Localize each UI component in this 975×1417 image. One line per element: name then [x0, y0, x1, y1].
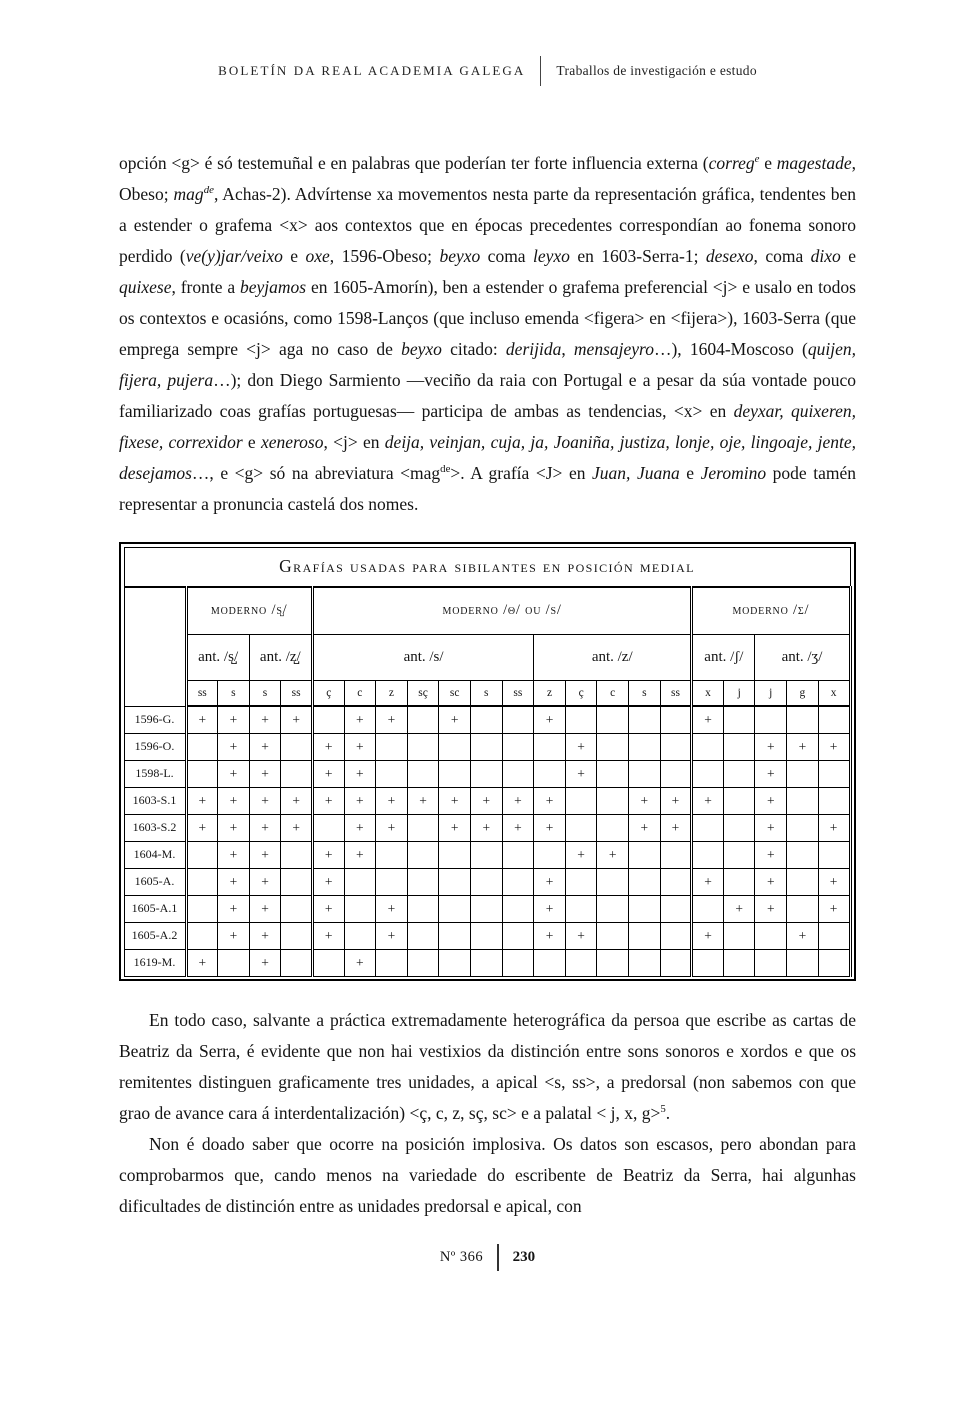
col-letter: ss — [186, 680, 218, 706]
col-letter: g — [787, 680, 819, 706]
header-divider — [540, 56, 541, 86]
plus-cell: + — [534, 787, 566, 814]
plus-cell — [281, 841, 313, 868]
plus-cell — [597, 787, 629, 814]
plus-cell — [692, 949, 724, 976]
row-label: 1605-A. — [124, 868, 186, 895]
plus-cell — [660, 895, 692, 922]
row-label: 1604-M. — [124, 841, 186, 868]
col-letter: sç — [407, 680, 439, 706]
plus-cell: + — [281, 814, 313, 841]
plus-cell — [787, 949, 819, 976]
plus-cell — [439, 922, 471, 949]
plus-cell: + — [376, 922, 408, 949]
col-letter: c — [597, 680, 629, 706]
table-row — [124, 787, 850, 814]
plus-cell — [660, 868, 692, 895]
plus-cell — [660, 733, 692, 760]
col-letter: ss — [660, 680, 692, 706]
plus-cell — [376, 949, 408, 976]
plus-cell — [692, 841, 724, 868]
plus-cell — [470, 895, 502, 922]
col-group-label: moderno /s̺/ — [186, 587, 312, 634]
plus-cell: + — [249, 733, 281, 760]
table-title-row — [124, 547, 850, 587]
plus-cell — [502, 922, 534, 949]
plus-cell: + — [755, 868, 787, 895]
col-letter: ç — [312, 680, 344, 706]
row-label: 1596-G. — [124, 706, 186, 733]
table-row — [124, 949, 850, 976]
plus-cell — [281, 922, 313, 949]
paragraph-2: En todo caso, salvante a práctica extremadamente heterográfica da persoa que escribe as cartas de Beatriz da Serra, é evidente que non hai vestixios da distinción entre sons sonoros e xordos e que os remitentes distinguen graficamente tres unidades, a apical <s, ss>, a predorsal (non sabemos con que grao de avance cara á interdentalización) <ç, c, z, sç, sc> e a palatal < j, x, g>$^5$. — [119, 1010, 856, 1123]
plus-cell: + — [439, 787, 471, 814]
row-label: 1598-L. — [124, 760, 186, 787]
plus-cell: + — [660, 814, 692, 841]
plus-cell — [787, 895, 819, 922]
plus-cell — [692, 895, 724, 922]
col-letter: sc — [439, 680, 471, 706]
col-letter: x — [692, 680, 724, 706]
plus-cell — [439, 949, 471, 976]
plus-cell: + — [344, 949, 376, 976]
plus-cell — [470, 922, 502, 949]
plus-cell: + — [376, 787, 408, 814]
plus-cell — [755, 949, 787, 976]
plus-cell: + — [502, 787, 534, 814]
table-subgroup-row — [124, 634, 850, 680]
plus-cell — [723, 868, 755, 895]
plus-cell: + — [407, 787, 439, 814]
plus-cell — [407, 841, 439, 868]
plus-cell — [186, 895, 218, 922]
plus-cell — [218, 949, 250, 976]
plus-cell: + — [723, 895, 755, 922]
plus-cell: + — [439, 706, 471, 733]
plus-cell — [787, 760, 819, 787]
plus-cell: + — [344, 841, 376, 868]
plus-cell — [376, 841, 408, 868]
section-title: Traballos de investigación e estudo — [556, 63, 757, 78]
plus-cell — [312, 949, 344, 976]
row-label: 1605-A.2 — [124, 922, 186, 949]
plus-cell: + — [470, 814, 502, 841]
plus-cell: + — [692, 922, 724, 949]
plus-cell: + — [344, 706, 376, 733]
plus-cell: + — [818, 868, 850, 895]
plus-cell — [723, 706, 755, 733]
plus-cell: + — [344, 787, 376, 814]
journal-title: BOLETÍN DA REAL ACADEMIA GALEGA — [218, 63, 526, 78]
plus-cell: + — [218, 733, 250, 760]
plus-cell — [660, 922, 692, 949]
plus-cell — [597, 868, 629, 895]
plus-cell: + — [629, 787, 661, 814]
plus-cell: + — [534, 706, 566, 733]
plus-cell — [787, 841, 819, 868]
plus-cell: + — [249, 895, 281, 922]
plus-cell: + — [534, 814, 566, 841]
plus-cell: + — [218, 814, 250, 841]
plus-cell: + — [218, 922, 250, 949]
row-label: 1603-S.2 — [124, 814, 186, 841]
plus-cell — [597, 733, 629, 760]
table-row — [124, 841, 850, 868]
plus-cell — [186, 922, 218, 949]
plus-cell — [597, 706, 629, 733]
plus-cell — [534, 949, 566, 976]
table-row — [124, 868, 850, 895]
plus-cell — [186, 733, 218, 760]
plus-cell — [597, 949, 629, 976]
col-subgroup-label: ant. /ʃ/ — [692, 634, 755, 680]
plus-cell — [565, 706, 597, 733]
plus-cell — [502, 733, 534, 760]
col-subgroup-label: ant. /s̺/ — [186, 634, 249, 680]
plus-cell — [502, 895, 534, 922]
plus-cell: + — [249, 760, 281, 787]
plus-cell: + — [249, 706, 281, 733]
plus-cell — [376, 733, 408, 760]
plus-cell — [787, 706, 819, 733]
plus-cell — [818, 949, 850, 976]
sibilants-table-wrap — [119, 542, 856, 981]
plus-cell: + — [281, 787, 313, 814]
plus-cell: + — [755, 733, 787, 760]
plus-cell — [439, 868, 471, 895]
plus-cell: + — [376, 814, 408, 841]
plus-cell — [534, 841, 566, 868]
plus-cell: + — [249, 868, 281, 895]
plus-cell: + — [312, 868, 344, 895]
plus-cell — [723, 787, 755, 814]
plus-cell: + — [249, 787, 281, 814]
table-letters-row — [124, 680, 850, 706]
page-number: 230 — [512, 1249, 536, 1265]
plus-cell — [597, 895, 629, 922]
plus-cell — [787, 787, 819, 814]
plus-cell — [186, 868, 218, 895]
plus-cell — [281, 949, 313, 976]
plus-cell — [502, 868, 534, 895]
plus-cell — [534, 733, 566, 760]
plus-cell: + — [692, 868, 724, 895]
plus-cell — [723, 841, 755, 868]
plus-cell: + — [502, 814, 534, 841]
plus-cell — [629, 841, 661, 868]
plus-cell — [407, 868, 439, 895]
page-footer — [0, 1244, 975, 1271]
plus-cell: + — [344, 814, 376, 841]
plus-cell — [723, 922, 755, 949]
plus-cell: + — [376, 706, 408, 733]
plus-cell — [344, 922, 376, 949]
plus-cell: + — [186, 706, 218, 733]
col-letter: z — [534, 680, 566, 706]
plus-cell: + — [439, 814, 471, 841]
table-row — [124, 706, 850, 733]
plus-cell — [407, 706, 439, 733]
footer-divider — [497, 1244, 499, 1271]
plus-cell — [470, 949, 502, 976]
row-label: 1596-O. — [124, 733, 186, 760]
table-row — [124, 814, 850, 841]
plus-cell — [723, 760, 755, 787]
plus-cell — [629, 868, 661, 895]
plus-cell — [407, 949, 439, 976]
plus-cell: + — [249, 922, 281, 949]
issue-number: Nº 366 — [439, 1249, 484, 1265]
plus-cell: + — [218, 895, 250, 922]
plus-cell: + — [186, 949, 218, 976]
plus-cell — [660, 949, 692, 976]
plus-cell: + — [312, 733, 344, 760]
plus-cell: + — [218, 706, 250, 733]
plus-cell: + — [629, 814, 661, 841]
plus-cell — [565, 895, 597, 922]
plus-cell — [787, 868, 819, 895]
col-letter: j — [755, 680, 787, 706]
col-letter: z — [376, 680, 408, 706]
row-label: 1605-A.1 — [124, 895, 186, 922]
plus-cell — [629, 949, 661, 976]
table-row — [124, 733, 850, 760]
plus-cell: + — [534, 922, 566, 949]
plus-cell: + — [787, 922, 819, 949]
plus-cell: + — [534, 868, 566, 895]
plus-cell — [755, 706, 787, 733]
plus-cell — [502, 949, 534, 976]
plus-cell — [723, 814, 755, 841]
plus-cell — [407, 922, 439, 949]
plus-cell — [692, 814, 724, 841]
plus-cell — [502, 760, 534, 787]
col-subgroup-label: ant. /z/ — [534, 634, 692, 680]
row-label: 1619-M. — [124, 949, 186, 976]
plus-cell: + — [344, 733, 376, 760]
col-letter: s — [629, 680, 661, 706]
plus-cell: + — [818, 814, 850, 841]
plus-cell: + — [470, 787, 502, 814]
plus-cell: + — [218, 760, 250, 787]
plus-cell — [502, 706, 534, 733]
plus-cell: + — [565, 760, 597, 787]
plus-cell — [439, 895, 471, 922]
plus-cell: + — [565, 841, 597, 868]
col-letter: ss — [502, 680, 534, 706]
plus-cell — [312, 814, 344, 841]
plus-cell — [344, 868, 376, 895]
col-letter: c — [344, 680, 376, 706]
plus-cell — [186, 841, 218, 868]
plus-cell — [281, 868, 313, 895]
plus-cell — [502, 841, 534, 868]
plus-cell: + — [597, 841, 629, 868]
plus-cell: + — [755, 841, 787, 868]
plus-cell: + — [249, 841, 281, 868]
plus-cell — [312, 706, 344, 733]
plus-cell — [376, 760, 408, 787]
plus-cell — [470, 868, 502, 895]
plus-cell — [629, 895, 661, 922]
plus-cell: + — [249, 814, 281, 841]
plus-cell: + — [344, 760, 376, 787]
table-group-row — [124, 587, 850, 634]
plus-cell — [407, 733, 439, 760]
paragraph-3: Non é doado saber que ocorre na posición implosiva. Os datos son escasos, pero abondan para comprobarmos que, cando menos na variedade do escribente de Beatriz da Serra, hai algunhas dificultades de distinción entre as unidades predorsal e apical, con — [119, 1134, 856, 1216]
table-corner-cell — [124, 587, 186, 706]
plus-cell — [597, 922, 629, 949]
plus-cell — [565, 814, 597, 841]
plus-cell: + — [312, 760, 344, 787]
plus-cell: + — [755, 787, 787, 814]
plus-cell: + — [565, 733, 597, 760]
plus-cell — [723, 733, 755, 760]
plus-cell — [692, 733, 724, 760]
plus-cell: + — [755, 895, 787, 922]
col-subgroup-label: ant. /z̺/ — [249, 634, 312, 680]
plus-cell — [597, 760, 629, 787]
plus-cell — [186, 760, 218, 787]
plus-cell: + — [281, 706, 313, 733]
plus-cell — [565, 949, 597, 976]
page-header — [0, 0, 975, 86]
plus-cell: + — [755, 760, 787, 787]
plus-cell — [439, 841, 471, 868]
plus-cell — [439, 733, 471, 760]
plus-cell: + — [218, 787, 250, 814]
plus-cell — [439, 760, 471, 787]
plus-cell — [660, 706, 692, 733]
plus-cell — [818, 787, 850, 814]
plus-cell — [281, 733, 313, 760]
plus-cell — [281, 760, 313, 787]
plus-cell — [629, 733, 661, 760]
plus-cell: + — [565, 922, 597, 949]
plus-cell — [407, 814, 439, 841]
plus-cell — [692, 760, 724, 787]
plus-cell: + — [249, 949, 281, 976]
table-title: Grafías usadas para sibilantes en posición medial — [124, 547, 850, 587]
plus-cell: + — [692, 706, 724, 733]
col-letter: s — [218, 680, 250, 706]
plus-cell — [376, 868, 408, 895]
plus-cell: + — [818, 895, 850, 922]
plus-cell — [470, 760, 502, 787]
plus-cell: + — [787, 733, 819, 760]
col-letter: s — [470, 680, 502, 706]
plus-cell: + — [312, 787, 344, 814]
plus-cell — [660, 841, 692, 868]
plus-cell — [629, 760, 661, 787]
plus-cell — [534, 760, 566, 787]
plus-cell — [629, 706, 661, 733]
plus-cell: + — [692, 787, 724, 814]
plus-cell — [470, 733, 502, 760]
plus-cell: + — [312, 895, 344, 922]
plus-cell — [597, 814, 629, 841]
plus-cell — [407, 895, 439, 922]
col-subgroup-label: ant. /ʒ/ — [755, 634, 850, 680]
col-letter: ss — [281, 680, 313, 706]
col-letter: s — [249, 680, 281, 706]
plus-cell: + — [186, 814, 218, 841]
plus-cell: + — [312, 841, 344, 868]
plus-cell — [470, 706, 502, 733]
col-letter: j — [723, 680, 755, 706]
plus-cell: + — [534, 895, 566, 922]
plus-cell: + — [218, 868, 250, 895]
paragraph-1: opción <g> é só testemuñal e en palabras que poderían ter forte influencia externa (correg$^e$ e magestade, Obeso; mag$^{de}$, Achas-2). Advírtense xa movementos nesta parte da representación gráfica, tendentes ben a estender o grafema <x> aos contextos que en épocas precedentes correspondían ao fonema sonoro perdido (ve(y)jar/veixo e oxe, 1596-Obeso; beyxo coma leyxo en 1603-Serra-1; desexo, coma dixo e quixese, fronte a beyjamos en 1605-Amorín), ben a estender o grafema preferencial <j> e usalo en todos os contextos e ocasións, como 1598-Lanços (que incluso emenda <figera> en <fijera>), 1603-Serra (que emprega sempre <j> aga no caso de beyxo citado: derijida, mensajeyro…), 1604-Moscoso (quijen, fijera, pujera…); don Diego Sarmiento —veciño da raia con Portugal e a pesar da súa vontade pouco familiarizado coas grafías portuguesas— participa de ambas as tendencias, <x> en deyxar, quixeren, fixese, correxidor e xeneroso, <j> en deija, veinjan, cuja, ja, Joaniña, justiza, lonje, oje, lingoaje, jente, desejamos…, e <g> só na abreviatura <mag$^{de}$>. A grafía <J> en Juan, Juana e Jeromino pode tamén representar a pronuncia castelá dos nomes. — [119, 153, 857, 514]
plus-cell — [470, 841, 502, 868]
plus-cell — [818, 706, 850, 733]
plus-cell: + — [818, 733, 850, 760]
row-label: 1603-S.1 — [124, 787, 186, 814]
plus-cell — [344, 895, 376, 922]
plus-cell — [281, 895, 313, 922]
sibilants-table — [124, 547, 852, 977]
col-letter: ç — [565, 680, 597, 706]
col-group-label: moderno /θ/ ou /s/ — [312, 587, 691, 634]
plus-cell: + — [312, 922, 344, 949]
plus-cell — [407, 760, 439, 787]
plus-cell — [660, 760, 692, 787]
table-row — [124, 760, 850, 787]
table-row — [124, 922, 850, 949]
col-group-label: moderno /ʃ/ — [692, 587, 850, 634]
col-letter: x — [818, 680, 850, 706]
plus-cell — [565, 787, 597, 814]
plus-cell: + — [376, 895, 408, 922]
table-row — [124, 895, 850, 922]
plus-cell: + — [755, 814, 787, 841]
plus-cell: + — [186, 787, 218, 814]
plus-cell — [629, 922, 661, 949]
plus-cell — [818, 760, 850, 787]
plus-cell: + — [218, 841, 250, 868]
plus-cell — [818, 841, 850, 868]
plus-cell — [787, 814, 819, 841]
col-subgroup-label: ant. /s/ — [312, 634, 533, 680]
plus-cell — [755, 922, 787, 949]
plus-cell — [565, 868, 597, 895]
plus-cell — [723, 949, 755, 976]
page-body — [119, 148, 856, 1222]
plus-cell: + — [660, 787, 692, 814]
plus-cell — [818, 922, 850, 949]
